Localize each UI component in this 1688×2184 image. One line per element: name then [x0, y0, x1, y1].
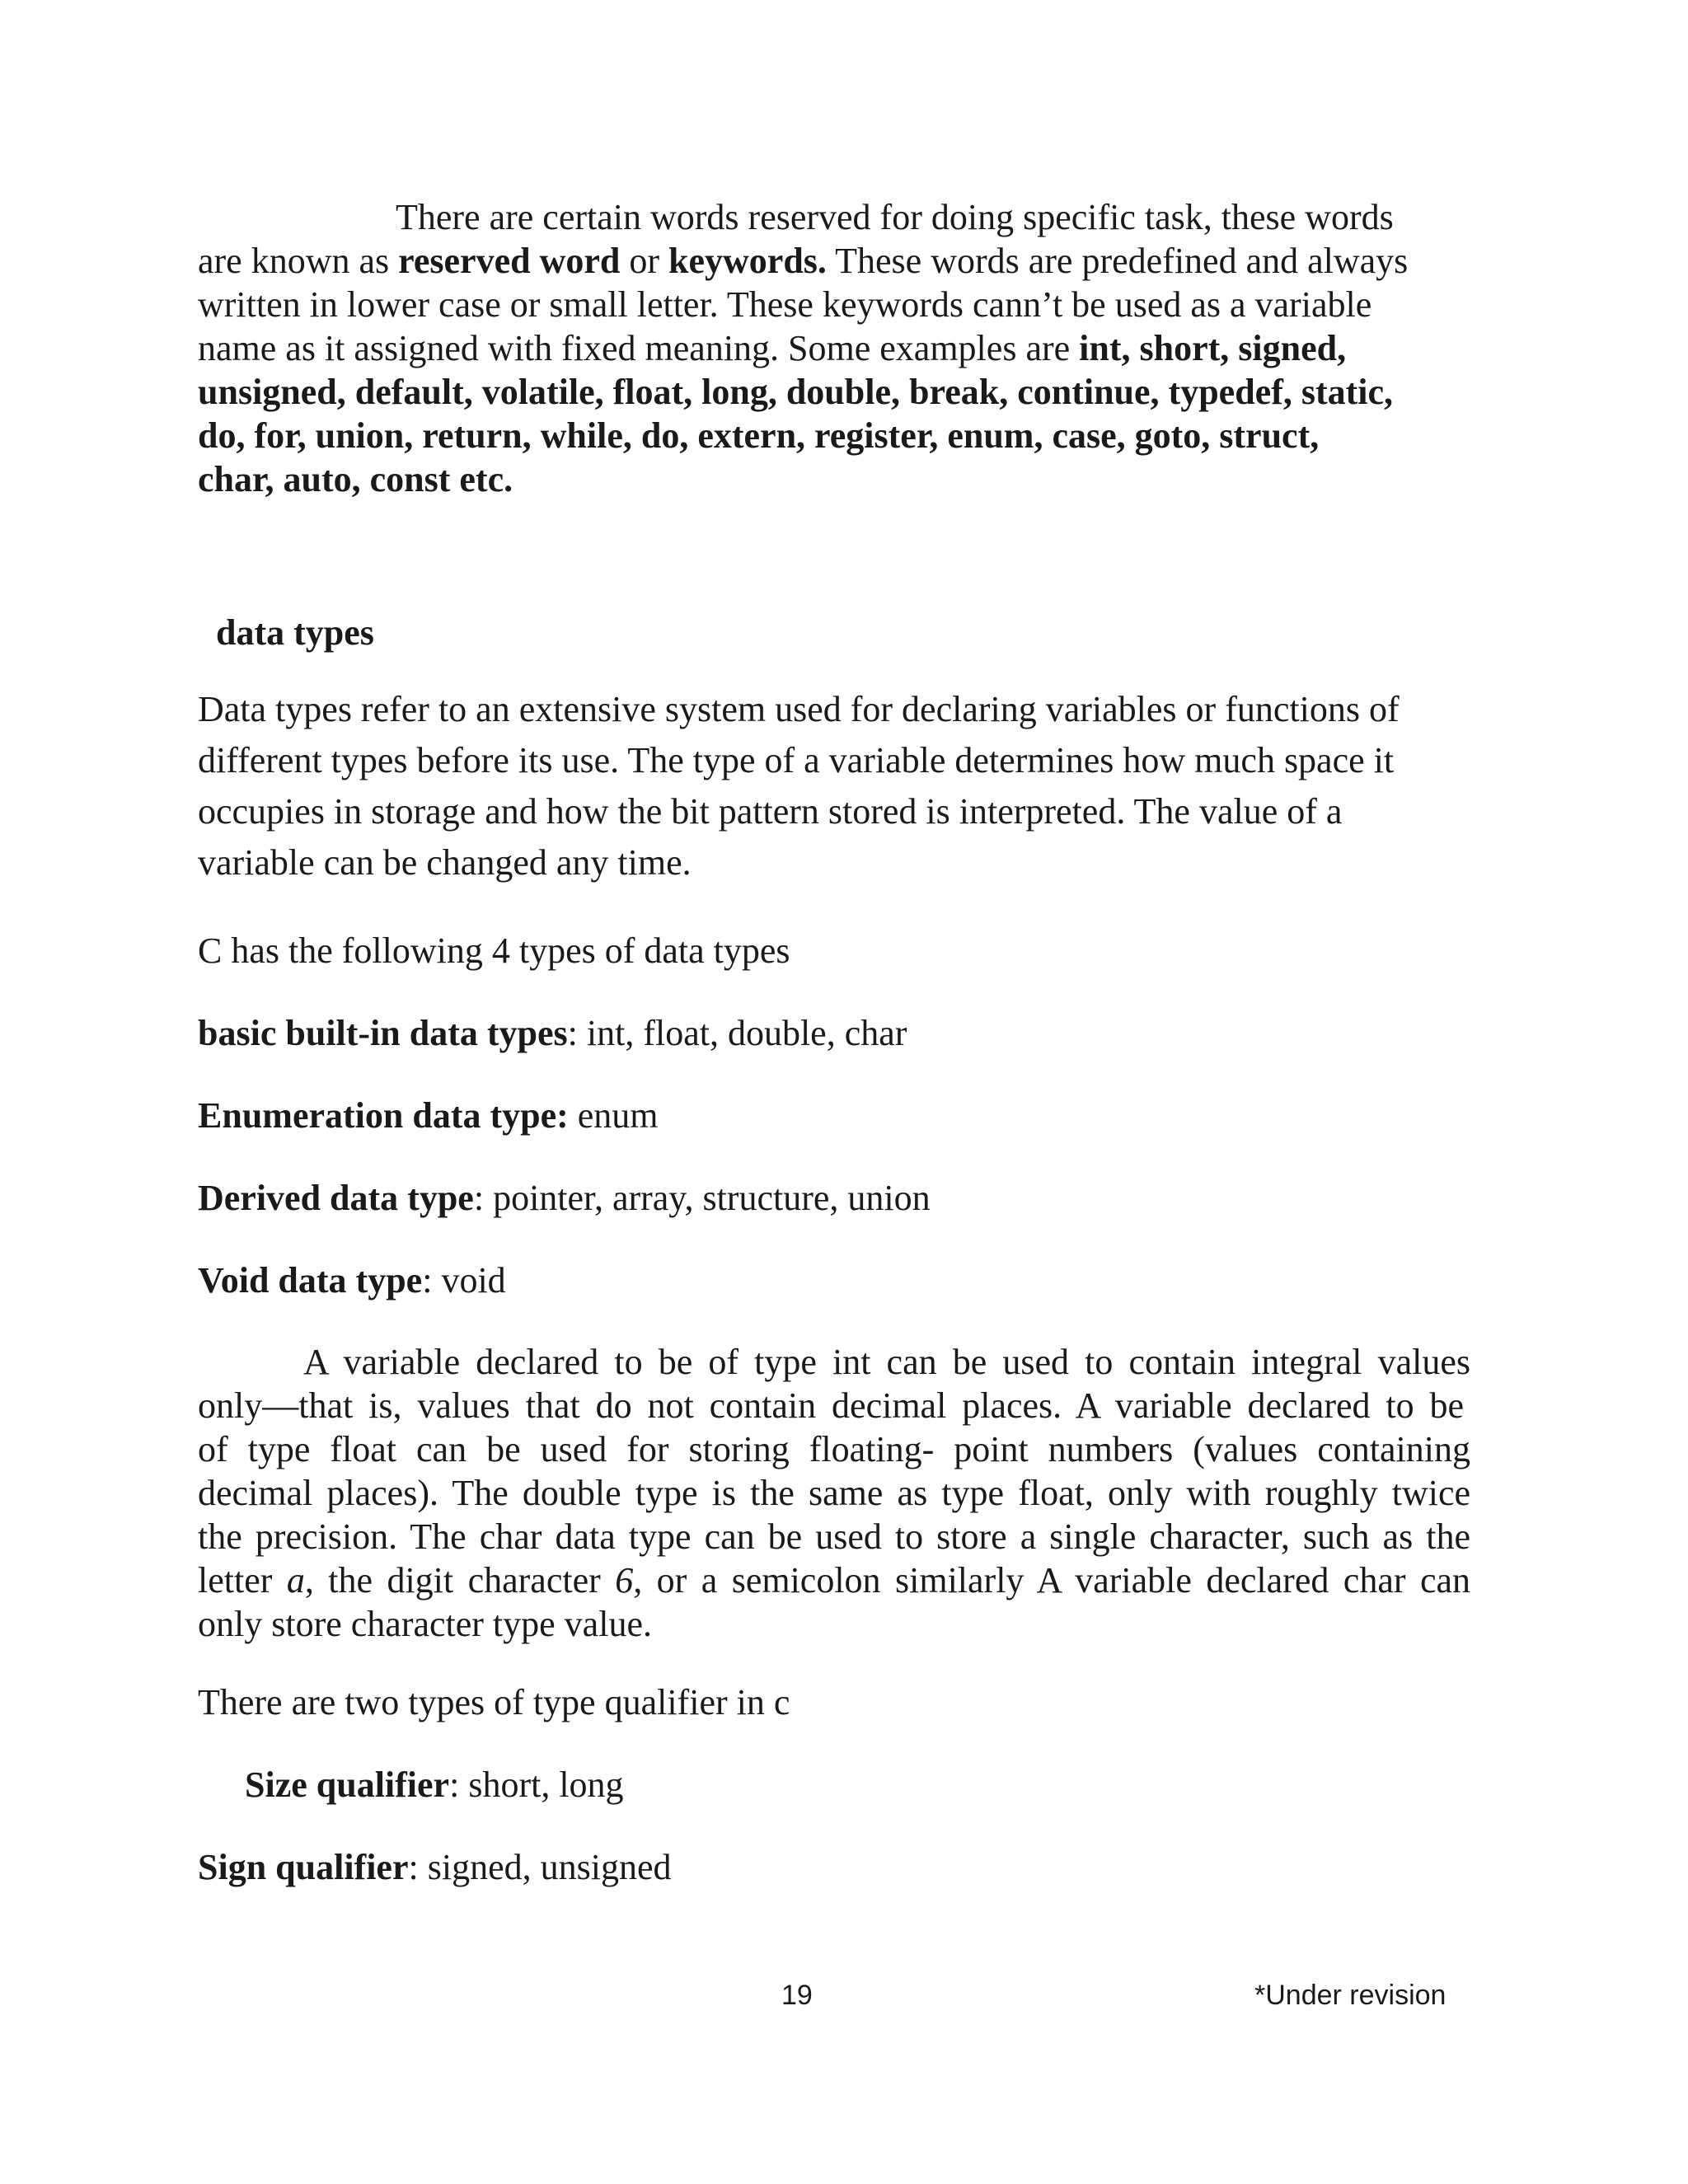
italic-digit-6: 6	[615, 1560, 634, 1601]
qualifier-items: short, long	[468, 1765, 624, 1805]
type-category-derived	[198, 1174, 1467, 1223]
text-run: These words are predefined and always	[826, 241, 1409, 281]
separator: :	[422, 1260, 442, 1301]
variable-line-7: only store character type value.	[198, 1604, 652, 1644]
qualifier-intro-line: There are two types of type qualifier in c	[198, 1682, 790, 1722]
keyword-list: unsigned, default, volatile, float, long, double, break, continue, typedef, static,	[198, 372, 1394, 412]
variable-types-paragraph	[198, 1340, 1470, 1646]
qualifier-size	[245, 1760, 1514, 1810]
section-heading-text: data types	[216, 612, 374, 653]
keywords-line-1: There are certain words reserved for doing specific task, these words	[396, 197, 1394, 237]
text-run: , or a semicolon similarly A variable declared char can	[633, 1560, 1470, 1601]
variable-line-5: the precision. The char data type can be used to store a single character, such as the	[198, 1516, 1470, 1557]
keywords-line-4	[198, 326, 1467, 370]
text-run: or	[620, 241, 669, 281]
bold-term-reserved-word: reserved word	[398, 241, 621, 281]
intro-line-1: Data types refer to an extensive system used for declaring variables or functions of	[198, 689, 1400, 729]
bold-term-keywords: keywords.	[668, 241, 827, 281]
qualifier-label: Sign qualifier	[198, 1847, 409, 1887]
page-number: 19	[781, 1980, 813, 2011]
keywords-line-6	[198, 414, 1467, 457]
revision-note: *Under revision	[1254, 1980, 1447, 2011]
variable-line-2: only—that is, values that do not contain decimal places. A variable declared to be	[198, 1385, 1465, 1426]
type-category-void	[198, 1256, 1467, 1305]
text-run: , the digit character	[304, 1560, 616, 1601]
variable-line-6	[198, 1558, 1470, 1602]
text-run: name as it assigned with fixed meaning. Some examples are	[198, 328, 1080, 368]
italic-letter-a: a	[286, 1560, 305, 1601]
type-category-items: int, float, double, char	[586, 1013, 907, 1053]
intro-line-3: occupies in storage and how the bit pattern stored is interpreted. The value of a	[198, 791, 1343, 832]
type-category-items: void	[441, 1260, 506, 1301]
variable-line-3: of type float can be used for storing floating- point numbers (values containing	[198, 1429, 1470, 1469]
variable-line-4: decimal places). The double type is the same as type float, only with roughly twice	[198, 1473, 1470, 1513]
intro-line-2: different types before its use. The type of a variable determines how much space it	[198, 740, 1395, 780]
qualifier-sign	[198, 1843, 1467, 1892]
type-category-items: pointer, array, structure, union	[493, 1178, 931, 1218]
intro-line-4: variable can be changed any time.	[198, 842, 692, 883]
type-category-label: basic built-in data types	[198, 1013, 568, 1053]
qualifier-label: Size qualifier	[245, 1765, 450, 1805]
qualifier-items: signed, unsigned	[427, 1847, 672, 1887]
type-category-basic	[198, 1009, 1467, 1058]
type-category-label: Enumeration data type:	[198, 1095, 569, 1136]
separator: :	[449, 1765, 469, 1805]
separator	[569, 1095, 578, 1136]
keyword-list: char, auto, const etc.	[198, 459, 513, 499]
type-category-items: enum	[577, 1095, 659, 1136]
type-category-label: Derived data type	[198, 1178, 474, 1218]
keywords-line-5	[198, 370, 1467, 414]
type-category-enumeration	[198, 1091, 1467, 1141]
types-count-line: C has the following 4 types of data types	[198, 930, 790, 971]
keywords-line-7	[198, 457, 1467, 501]
keyword-list: int, short, signed,	[1079, 328, 1347, 368]
keywords-paragraph	[198, 195, 1467, 501]
keywords-line-2	[198, 239, 1467, 283]
variable-line-1: A variable declared to be of type int can be used to contain integral values	[303, 1342, 1470, 1382]
text-run: are known as	[198, 241, 399, 281]
separator: :	[473, 1178, 494, 1218]
separator: :	[567, 1013, 587, 1053]
keywords-line-3: written in lower case or small letter. These keywords cann’t be used as a variable	[198, 284, 1372, 325]
type-category-label: Void data type	[198, 1260, 423, 1301]
separator: :	[408, 1847, 428, 1887]
text-run: letter	[198, 1560, 287, 1601]
section-heading	[216, 608, 1485, 658]
data-types-intro-paragraph	[198, 684, 1467, 888]
keyword-list: do, for, union, return, while, do, extern, register, enum, case, goto, struct,	[198, 415, 1320, 456]
